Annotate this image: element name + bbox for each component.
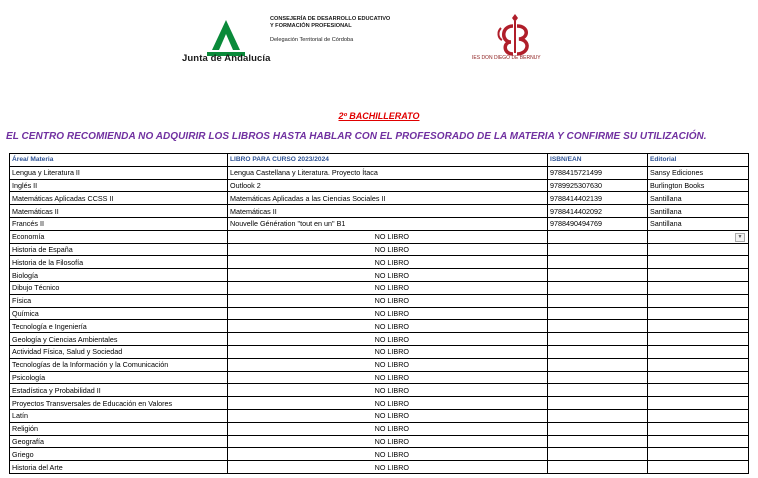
cell-materia[interactable]: Dibujo Técnico: [10, 281, 228, 294]
cell-isbn[interactable]: 9788414402092: [548, 205, 648, 218]
table-row: [10, 307, 749, 320]
cell-editorial[interactable]: [648, 320, 749, 333]
table-row: [10, 243, 749, 256]
cell-editorial[interactable]: [648, 409, 749, 422]
cell-libro[interactable]: Matemáticas II: [228, 205, 548, 218]
ies-logo: [495, 12, 535, 58]
cell-materia[interactable]: Francés II: [10, 217, 228, 230]
table-row: [10, 320, 749, 333]
consejeria-title: [270, 16, 390, 31]
cell-editorial[interactable]: [648, 333, 749, 346]
cell-no-libro[interactable]: NO LIBRO: [228, 345, 548, 358]
book-rows: [10, 166, 749, 230]
cell-libro[interactable]: Outlook 2: [228, 179, 548, 192]
cell-editorial[interactable]: [648, 230, 749, 243]
cell-editorial[interactable]: [648, 358, 749, 371]
consejeria-line1: CONSEJERÍA DE DESARROLLO EDUCATIVO: [270, 16, 391, 22]
cell-materia[interactable]: Estadística y Probabilidad II: [10, 384, 228, 397]
cell-editorial[interactable]: Santillana: [648, 217, 749, 230]
cell-no-libro[interactable]: NO LIBRO: [228, 461, 548, 474]
cell-isbn[interactable]: 9788415721499: [548, 166, 648, 179]
cell-no-libro[interactable]: NO LIBRO: [228, 448, 548, 461]
delegacion: Delegación Territorial de Córdoba: [270, 37, 354, 43]
table-row: [10, 358, 749, 371]
cell-isbn[interactable]: [548, 345, 648, 358]
cell-materia[interactable]: Tecnología e Ingeniería: [10, 320, 228, 333]
cell-editorial[interactable]: [648, 243, 749, 256]
cell-isbn[interactable]: [548, 243, 648, 256]
course-title: 2º BACHILLERATO: [338, 111, 420, 121]
cell-editorial[interactable]: [648, 345, 749, 358]
cell-materia[interactable]: Tecnologías de la Información y la Comunicación: [10, 358, 228, 371]
header-editorial: Editorial: [648, 154, 749, 167]
cell-materia[interactable]: Historia del Arte: [10, 461, 228, 474]
cell-no-libro[interactable]: NO LIBRO: [228, 269, 548, 282]
cell-isbn[interactable]: [548, 448, 648, 461]
cell-libro[interactable]: Matemáticas Aplicadas a las Ciencias Sociales II: [228, 192, 548, 205]
cell-editorial[interactable]: [648, 269, 749, 282]
cell-editorial[interactable]: [648, 384, 749, 397]
cell-isbn[interactable]: 9788414402139: [548, 192, 648, 205]
consejeria-line2: Y FORMACIÓN PROFESIONAL: [270, 23, 352, 30]
cell-editorial[interactable]: [648, 371, 749, 384]
cell-editorial[interactable]: [648, 422, 749, 435]
table-row: [10, 256, 749, 269]
no-libro-rows: [10, 230, 749, 473]
table-header-row: [10, 154, 749, 167]
cell-isbn[interactable]: [548, 281, 648, 294]
cell-no-libro[interactable]: NO LIBRO: [228, 243, 548, 256]
cell-editorial[interactable]: [648, 435, 749, 448]
cell-isbn[interactable]: [548, 409, 648, 422]
cell-editorial[interactable]: Santillana: [648, 192, 749, 205]
table-row: [10, 205, 749, 218]
table-row: [10, 230, 749, 243]
cell-materia[interactable]: Historia de España: [10, 243, 228, 256]
cell-isbn[interactable]: [548, 461, 648, 474]
cell-libro[interactable]: Nouvelle Génération "tout en un" B1: [228, 217, 548, 230]
table-row: [10, 281, 749, 294]
cell-no-libro[interactable]: NO LIBRO: [228, 422, 548, 435]
cell-materia[interactable]: Geografía: [10, 435, 228, 448]
table-row: [10, 333, 749, 346]
table-row: [10, 192, 749, 205]
cell-no-libro[interactable]: NO LIBRO: [228, 397, 548, 410]
ies-name: IES DON DIEGO DE BERNUY: [472, 55, 541, 61]
table-row: [10, 166, 749, 179]
table-row: [10, 384, 749, 397]
cell-no-libro[interactable]: NO LIBRO: [228, 320, 548, 333]
table-row: [10, 269, 749, 282]
cell-no-libro[interactable]: NO LIBRO: [228, 333, 548, 346]
cell-materia[interactable]: Latín: [10, 409, 228, 422]
table-row: [10, 422, 749, 435]
cell-no-libro[interactable]: NO LIBRO: [228, 384, 548, 397]
cell-isbn[interactable]: [548, 256, 648, 269]
cell-materia[interactable]: Actividad Física, Salud y Sociedad: [10, 345, 228, 358]
cell-libro[interactable]: Lengua Castellana y Literatura. Proyecto Ítaca: [228, 166, 548, 179]
cell-editorial[interactable]: [648, 448, 749, 461]
dropdown-arrow-icon[interactable]: ▼: [735, 233, 745, 242]
table-row: [10, 294, 749, 307]
cell-materia[interactable]: Inglés II: [10, 179, 228, 192]
cell-materia[interactable]: Matemáticas II: [10, 205, 228, 218]
cell-isbn[interactable]: [548, 294, 648, 307]
cell-materia[interactable]: Economía: [10, 230, 228, 243]
books-table: [9, 153, 749, 474]
cell-materia[interactable]: Física: [10, 294, 228, 307]
cell-no-libro[interactable]: NO LIBRO: [228, 358, 548, 371]
cell-materia[interactable]: Religión: [10, 422, 228, 435]
cell-no-libro[interactable]: NO LIBRO: [228, 281, 548, 294]
cell-editorial[interactable]: [648, 281, 749, 294]
cell-isbn[interactable]: 9788490494769: [548, 217, 648, 230]
cell-no-libro[interactable]: NO LIBRO: [228, 230, 548, 243]
cell-materia[interactable]: Historia de la Filosofía: [10, 256, 228, 269]
cell-no-libro[interactable]: NO LIBRO: [228, 435, 548, 448]
cell-materia[interactable]: Biología: [10, 269, 228, 282]
cell-materia[interactable]: Griego: [10, 448, 228, 461]
cell-no-libro[interactable]: NO LIBRO: [228, 256, 548, 269]
header-isbn: ISBN/EAN: [548, 154, 648, 167]
cell-isbn[interactable]: [548, 371, 648, 384]
cell-isbn[interactable]: [548, 307, 648, 320]
cell-no-libro[interactable]: NO LIBRO: [228, 294, 548, 307]
table-row: [10, 397, 749, 410]
recommendation-notice: EL CENTRO RECOMIENDA NO ADQUIRIR LOS LIBROS HASTA HABLAR CON EL PROFESORADO DE LA MATERIA Y CONFIRME SU UTILIZACIÓN.: [6, 131, 707, 142]
cell-editorial[interactable]: [648, 397, 749, 410]
cell-isbn[interactable]: 9789925307630: [548, 179, 648, 192]
header-materia: Área/ Materia: [10, 154, 228, 167]
cell-materia[interactable]: Psicología: [10, 371, 228, 384]
table-row: [10, 461, 749, 474]
table-row: [10, 409, 749, 422]
cell-materia[interactable]: Geología y Ciencias Ambientales: [10, 333, 228, 346]
cell-isbn[interactable]: [548, 384, 648, 397]
cell-no-libro[interactable]: NO LIBRO: [228, 409, 548, 422]
cell-editorial[interactable]: Sansy Ediciones: [648, 166, 749, 179]
cell-no-libro[interactable]: NO LIBRO: [228, 371, 548, 384]
cell-isbn[interactable]: [548, 397, 648, 410]
cell-isbn[interactable]: [548, 422, 648, 435]
cell-no-libro[interactable]: NO LIBRO: [228, 307, 548, 320]
cell-editorial[interactable]: Burlington Books: [648, 179, 749, 192]
table-row: [10, 179, 749, 192]
cell-editorial[interactable]: [648, 294, 749, 307]
cell-materia[interactable]: Química: [10, 307, 228, 320]
table-row: [10, 217, 749, 230]
cell-isbn[interactable]: [548, 320, 648, 333]
document-header: [0, 0, 758, 100]
cell-editorial[interactable]: Santillana: [648, 205, 749, 218]
cell-isbn[interactable]: [548, 358, 648, 371]
cell-isbn[interactable]: [548, 269, 648, 282]
table-row: [10, 448, 749, 461]
cell-editorial[interactable]: [648, 461, 749, 474]
cell-isbn[interactable]: [548, 333, 648, 346]
table-row: [10, 435, 749, 448]
header-libro: LIBRO PARA CURSO 2023/2024: [228, 154, 548, 167]
cell-editorial[interactable]: [648, 307, 749, 320]
junta-name: Junta de Andalucía: [182, 53, 271, 64]
table-row: [10, 371, 749, 384]
table-row: [10, 345, 749, 358]
cell-editorial[interactable]: [648, 256, 749, 269]
cell-isbn[interactable]: [548, 230, 648, 243]
cell-materia[interactable]: Proyectos Transversales de Educación en Valores: [10, 397, 228, 410]
cell-materia[interactable]: Matemáticas Aplicadas CCSS II: [10, 192, 228, 205]
cell-isbn[interactable]: [548, 435, 648, 448]
cell-materia[interactable]: Lengua y Literatura II: [10, 166, 228, 179]
